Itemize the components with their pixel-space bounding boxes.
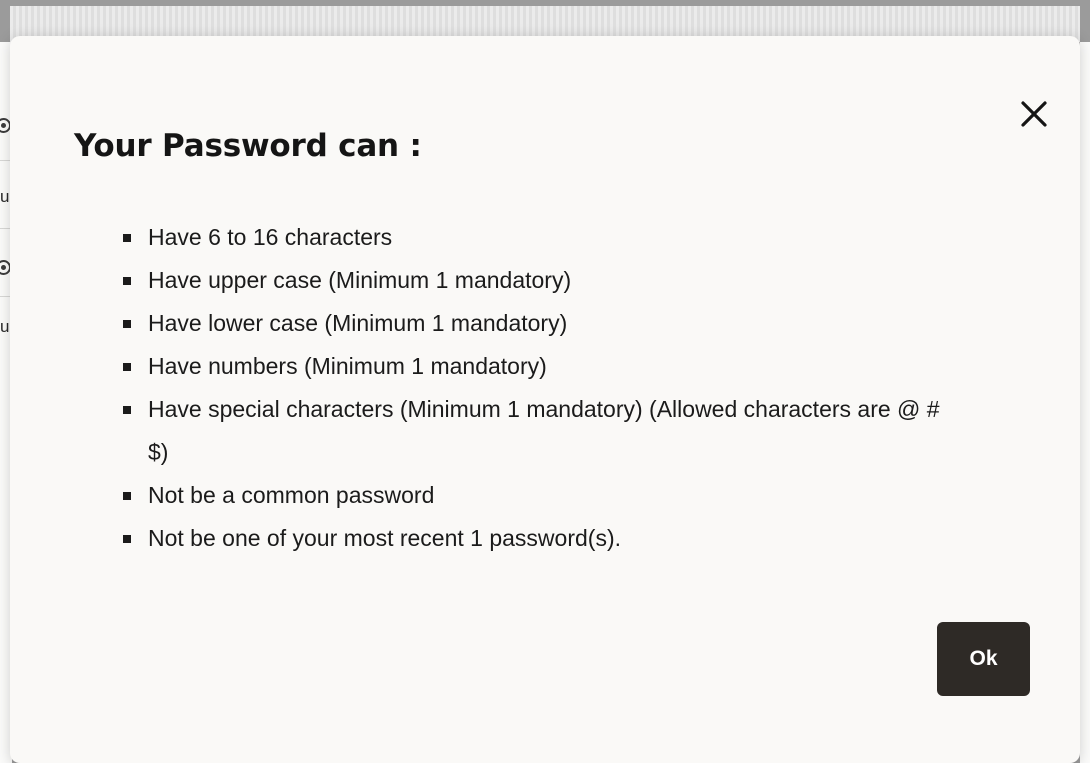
list-item — [118, 517, 948, 560]
bullet-icon — [123, 320, 131, 328]
bullet-icon — [123, 234, 131, 242]
bullet-icon — [123, 406, 131, 414]
dialog-title: Your Password can : — [74, 128, 422, 164]
bullet-icon — [123, 492, 131, 500]
rule-text: Have upper case (Minimum 1 mandatory) — [148, 267, 572, 293]
list-item — [118, 345, 948, 388]
bullet-icon — [123, 363, 131, 371]
rule-text: Have lower case (Minimum 1 mandatory) — [148, 310, 568, 336]
background-text-fragment: u — [0, 187, 10, 206]
background-text-fragment: u — [0, 317, 10, 336]
bullet-icon — [123, 535, 131, 543]
rule-text: Not be a common password — [148, 482, 435, 508]
list-item — [118, 474, 948, 517]
bullet-icon — [123, 277, 131, 285]
list-item — [118, 259, 948, 302]
rule-text: Have numbers (Minimum 1 mandatory) — [148, 353, 547, 379]
close-icon[interactable] — [1014, 94, 1054, 134]
password-rules-dialog — [10, 36, 1080, 763]
ok-button[interactable]: Ok — [937, 622, 1030, 696]
list-item — [118, 302, 948, 345]
rule-text: Have special characters (Minimum 1 mandatory) (Allowed characters are @ # $) — [148, 396, 940, 465]
rule-text: Have 6 to 16 characters — [148, 224, 393, 250]
list-item — [118, 388, 948, 474]
list-item — [118, 216, 948, 259]
rule-text: Not be one of your most recent 1 password(s). — [148, 525, 621, 551]
background-right-column — [1080, 42, 1090, 763]
password-rules-list — [118, 216, 948, 560]
